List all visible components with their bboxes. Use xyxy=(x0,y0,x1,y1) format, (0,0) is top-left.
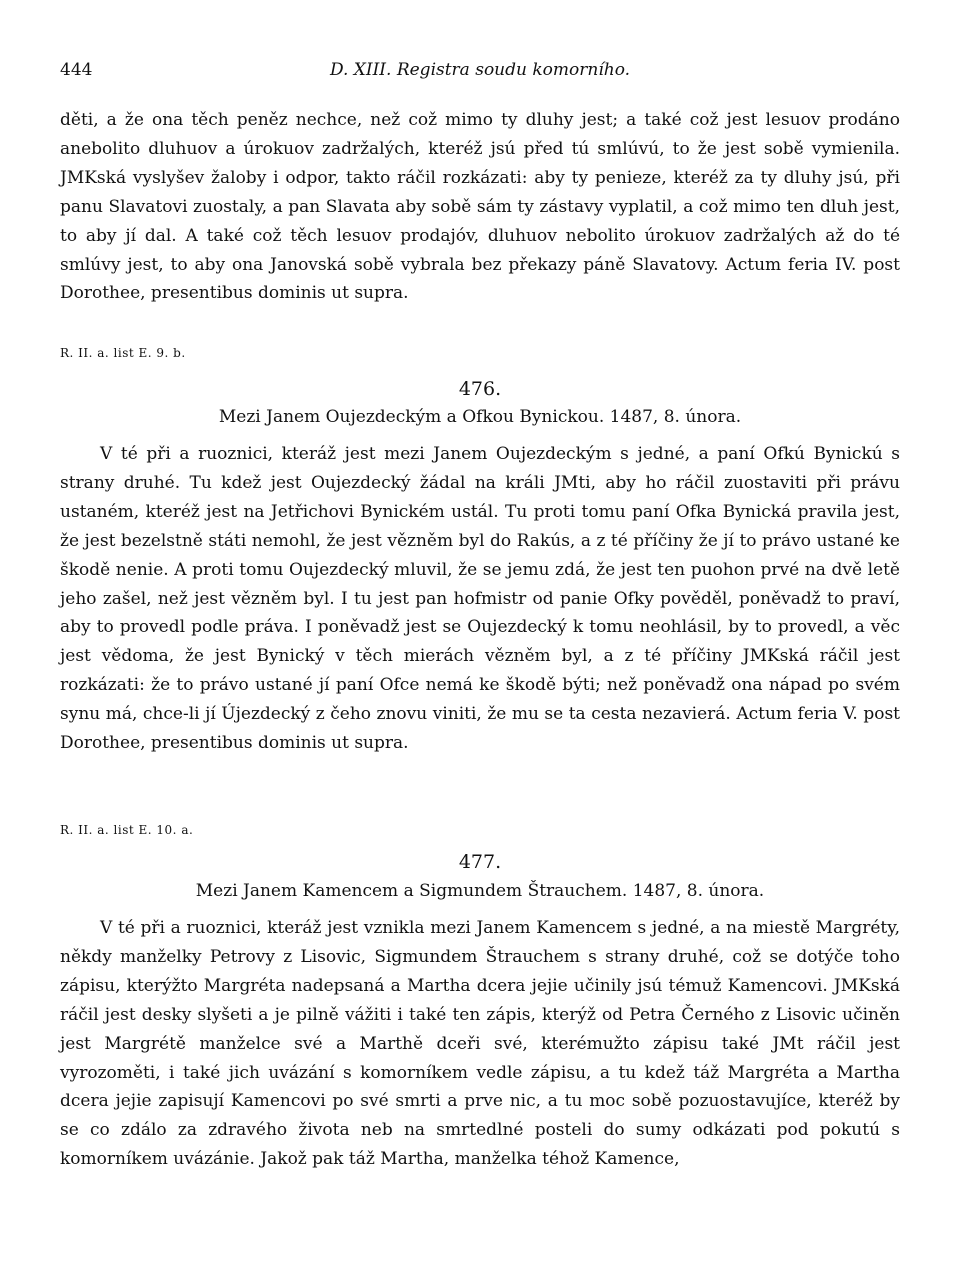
source-note: R. II. a. list E. 10. a. xyxy=(60,823,194,837)
paragraph: V té při a ruoznici, kteráž jest mezi Janem Oujezdeckým s jedné, a paní Ofkú Bynickú s strany druhé. Tu kdež jest Oujezdecký žádal na králi JMti, aby ho ráčil zuostaviti při právu ustaném, kteréž jest na Jetřichovi Bynickém ustál. Tu proti tomu paní Ofka Bynická pravila jest, že jest bezelstně státi nemohl, že jest vězněm byl do Rakús, a z té příčiny že jí to právo ustané ke škodě nenie. A proti tomu Oujezdecký mluvil, že se jemu zdá, že jest ten puohon prvé na dvě letě jeho zašel, než jest vězněm byl. I tu jest pan hofmistr od panie Ofky pověděl, poněvadž to praví, aby to provedl podle práva. I poněvadž jest se Oujezdecký k tomu neohlásil, by to provedl, a věc jest vědoma, že jest Bynický v těch mierách vězněm byl, a z té příčiny JMKská ráčil jest rozkázati: že to právo ustané jí paní Ofce nemá ke škodě býti; než poněvadž ona nápad po svém synu má, chce-li jí Újezdecký z čeho znovu viniti, že mu se ta cesta nezavierá. Actum feria V. post Dorothee, presentibus dominis ut supra. xyxy=(60,444,900,754)
paragraph: V té při a ruoznici, kteráž jest vznikla mezi Janem Kamencem s jedné, a na miestě Margréty, někdy manželky Petrovy z Lisovic, Sigmundem Štrauchem s strany druhé, což se dotýče toho zápisu, kterýžto Margréta nadepsaná a Martha dcera jejie učinily jsú témuž Kamencovi. JMKská ráčil jest desky slyšeti a je pilně vážiti i také ten zápis, kterýž od Petra Černého z Lisovic učiněn jest Margrétě manželce své a Marthě dceři své, kterémužto zápisu také JMt ráčil jest vyrozoměti, i také jich uvázání s komorníkem vedle zápisu, a tu kdež táž Margréta a Martha dcera jejie zapisují Kamencovi po své smrti a prve nic, a tu moc sobě pozuostavujíce, kteréž by se co zdálo za zdravého života neb na smrtedlné posteli do sumy odkázati pod pokutú s komorníkem uvázánie. Jakož pak táž Martha, manželka téhož Kamence, xyxy=(60,918,900,1170)
source-note: R. II. a. list E. 9. b. xyxy=(60,346,186,360)
entry-heading: Mezi Janem Kamencem a Sigmundem Štrauchem. 1487, 8. února. xyxy=(195,881,765,901)
entry-477-text xyxy=(60,914,900,1174)
entry-476-text xyxy=(60,440,900,758)
page-number: 444 xyxy=(60,60,93,80)
entry-number: 476. xyxy=(458,378,502,400)
entry-heading: Mezi Janem Oujezdeckým a Ofkou Bynickou. 1487, 8. února. xyxy=(218,407,742,427)
running-head xyxy=(60,60,900,84)
paragraph: děti, a že ona těch peněz nechce, než což mimo ty dluhy jest; a také což jest lesuov prodáno anebolito dluhuov a úrokuov zadržalých, kteréž jsú před tú smlúvú, to že jest sobě vymienila. JMKská vyslyšev žaloby i odpor, takto ráčil rozkázati: aby ty penieze, kteréž za ty dluhy jsú, při panu Slavatovi zuostaly, a pan Slavata aby sobě sám ty zástavy vyplatil, a což mimo ten dluh jest, to aby jí dal. A také což těch lesuov prodajóv, dluhuov nebolito úrokuov zadržalých až do té smlúvy jest, to aby ona Janovská sobě vybrala bez překazy páně Slavatovy. Actum feria IV. post Dorothee, presentibus dominis ut supra. xyxy=(60,110,900,304)
entry-475-continuation xyxy=(60,106,900,308)
entry-number: 477. xyxy=(458,851,502,873)
running-title: D. XIII. Registra soudu komorního. xyxy=(329,60,631,80)
